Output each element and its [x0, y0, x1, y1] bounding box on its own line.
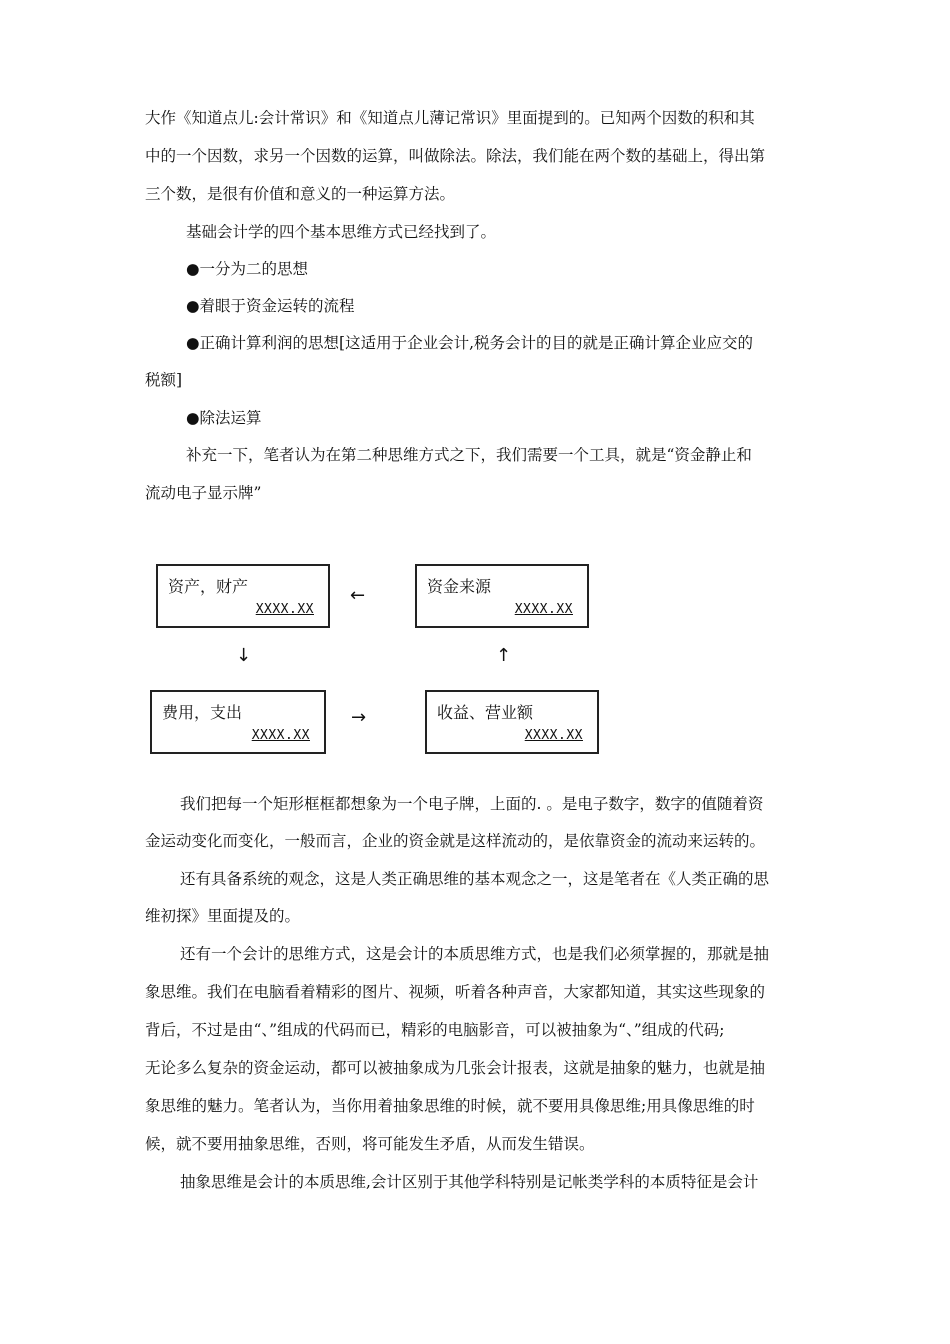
text-line: 补充一下，笔者认为在第二种思维方式之下，我们需要一个工具，就是“资金静止和	[186, 446, 752, 464]
text-line: 大作《知道点儿:会计常识》和《知道点儿薄记常识》里面提到的。已知两个因数的积和其	[145, 109, 755, 127]
text-line: 背后，不过是由“、”组成的代码而已，精彩的电脑影音，可以被抽象为“、”组成的代码;	[145, 1021, 725, 1039]
box-title: 资产，财产	[168, 577, 249, 596]
bullet-item: ●着眼于资金运转的流程	[186, 297, 355, 315]
bullet-item: ●正确计算利润的思想[这适用于企业会计,税务会计的目的就是正确计算企业应交的	[186, 334, 754, 352]
diagram-box-revenue	[425, 690, 599, 754]
box-value: XXXX.XX	[251, 728, 310, 743]
diagram-box-assets	[156, 564, 330, 628]
text-line: 还有一个会计的思维方式，这是会计的本质思维方式，也是我们必须掌握的，那就是抽	[180, 945, 770, 963]
text-line: 流动电子显示牌”	[145, 484, 262, 502]
arrow-down-icon: ↓	[236, 645, 252, 666]
bullet-item: ●一分为二的思想	[186, 260, 309, 278]
box-value: XXXX.XX	[514, 602, 573, 617]
text-line: 还有具备系统的观念，这是人类正确思维的基本观念之一，这是笔者在《人类正确的思	[180, 870, 770, 888]
text-line: 金运动变化而变化，一般而言，企业的资金就是这样流动的，是依靠资金的流动来运转的。	[145, 832, 766, 850]
arrow-left-icon: ←	[350, 585, 366, 606]
box-title: 资金来源	[427, 577, 492, 596]
text-line: 无论多么复杂的资金运动，都可以被抽象成为几张会计报表，这就是抽象的魅力，也就是抽	[145, 1059, 766, 1077]
box-value: XXXX.XX	[255, 602, 314, 617]
text-line: 基础会计学的四个基本思维方式已经找到了。	[186, 223, 497, 241]
arrow-up-icon: ↑	[496, 645, 512, 666]
arrow-right-icon: →	[351, 707, 367, 728]
text-line: 象思维。我们在电脑看着精彩的图片、视频，听着各种声音，大家都知道，其实这些现象的	[145, 983, 766, 1001]
bullet-item-continued: 税额]	[145, 371, 183, 389]
text-line: 候，就不要用抽象思维，否则，将可能发生矛盾，从而发生错误。	[145, 1135, 595, 1153]
diagram-box-fund-sources	[415, 564, 589, 628]
text-line: 三个数，是很有价值和意义的一种运算方法。	[145, 185, 456, 203]
text-line: 中的一个因数，求另一个因数的运算，叫做除法。除法，我们能在两个数的基础上，得出第	[145, 147, 766, 165]
text-line: 象思维的魅力。笔者认为，当你用着抽象思维的时候，就不要用具像思维;用具像思维的时	[145, 1097, 755, 1115]
bullet-item: ●除法运算	[186, 409, 262, 427]
text-line: 我们把每一个矩形框框都想象为一个电子牌，上面的. 。是电子数字，数字的值随着资	[180, 795, 764, 813]
box-title: 费用，支出	[162, 703, 243, 722]
text-line: 维初探》里面提及的。	[145, 907, 301, 925]
diagram-box-expenses	[150, 690, 326, 754]
text-line: 抽象思维是会计的本质思维,会计区别于其他学科特别是记帐类学科的本质特征是会计	[180, 1173, 759, 1191]
box-value: XXXX.XX	[524, 728, 583, 743]
box-title: 收益、营业额	[437, 703, 534, 722]
